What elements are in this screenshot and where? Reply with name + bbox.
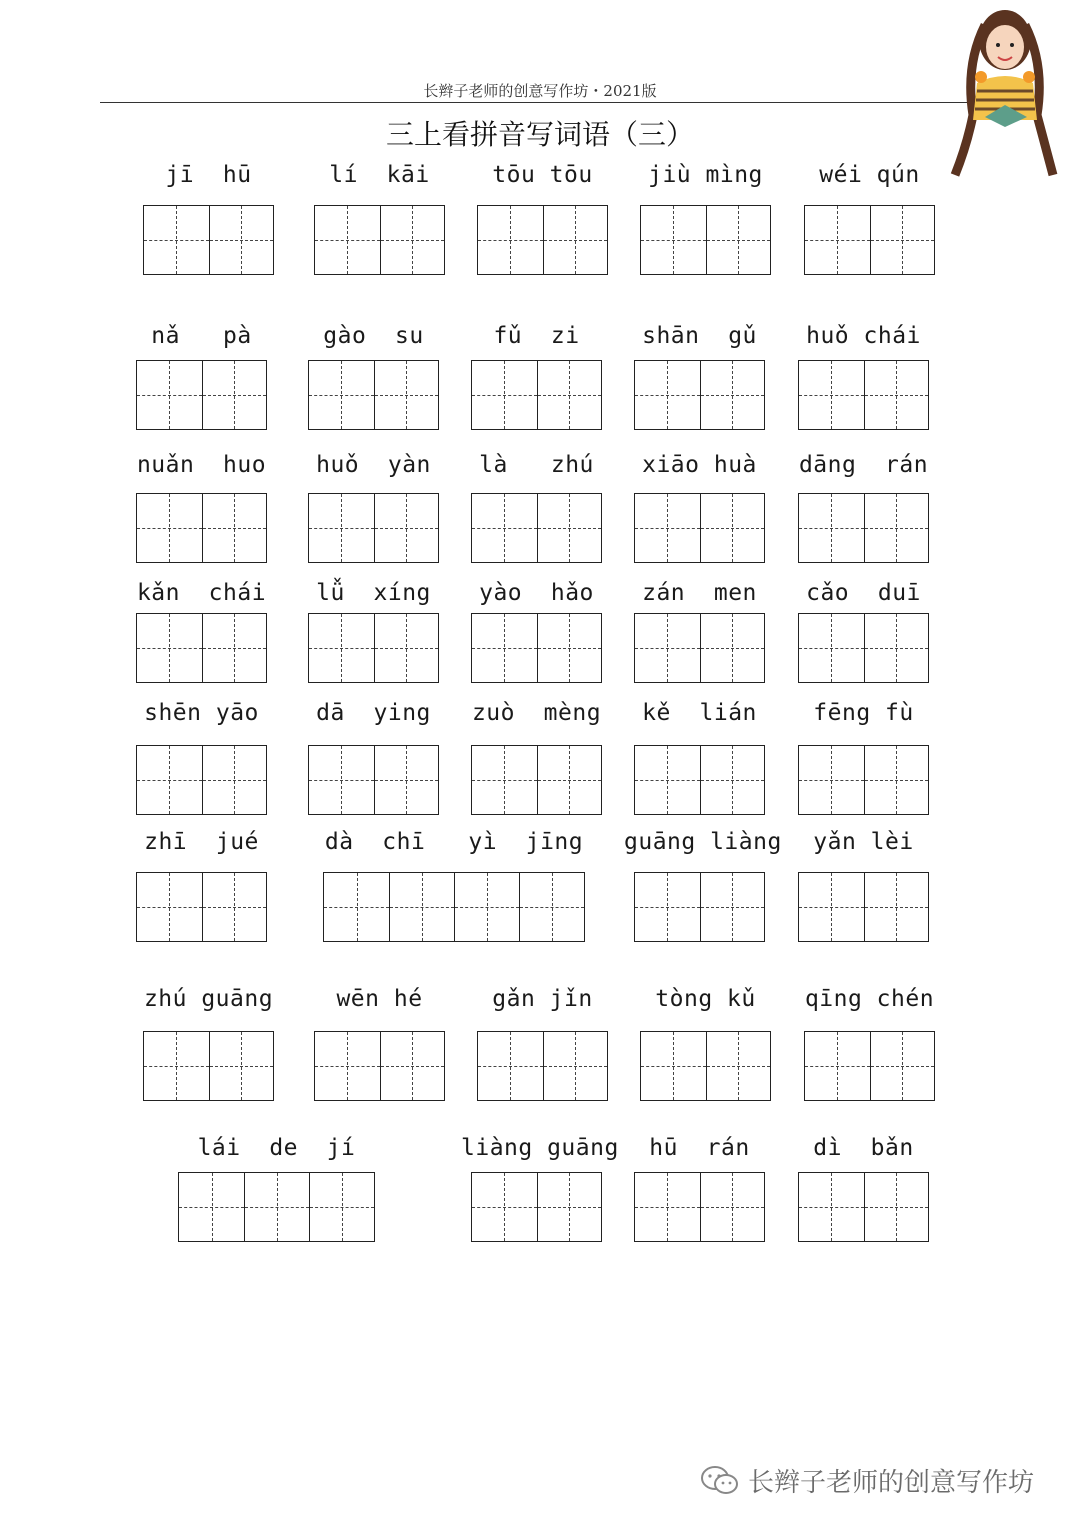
- pinyin-label: dāng rán: [798, 452, 929, 478]
- pinyin-label: tōu tōu: [492, 162, 593, 188]
- tianzige-grid: [798, 1172, 929, 1242]
- writing-cell[interactable]: [870, 206, 935, 274]
- writing-cell[interactable]: [137, 494, 202, 562]
- writing-cell[interactable]: [472, 746, 537, 814]
- pinyin-label: kě lián: [642, 700, 757, 726]
- writing-cell[interactable]: [635, 1173, 700, 1241]
- writing-cell[interactable]: [635, 614, 700, 682]
- writing-cell[interactable]: [537, 1173, 602, 1241]
- pinyin-label: dā ying: [316, 700, 431, 726]
- writing-cell[interactable]: [209, 206, 274, 274]
- writing-cell[interactable]: [543, 206, 608, 274]
- pinyin-label: qīng chén: [804, 986, 935, 1012]
- pinyin-label: fēng fù: [813, 700, 914, 726]
- writing-cell[interactable]: [309, 361, 374, 429]
- tianzige-grid: [136, 493, 267, 563]
- tianzige-grid: [634, 1172, 765, 1242]
- writing-cell[interactable]: [799, 873, 864, 941]
- writing-cell[interactable]: [870, 1032, 935, 1100]
- writing-cell[interactable]: [706, 1032, 771, 1100]
- tianzige-grid: [634, 872, 765, 942]
- writing-cell[interactable]: [137, 614, 202, 682]
- tianzige-grid: [798, 613, 929, 683]
- pinyin-label: shān gǔ: [642, 323, 757, 349]
- writing-cell[interactable]: [700, 494, 765, 562]
- pinyin-label: xiāo huà: [642, 452, 757, 478]
- writing-cell[interactable]: [641, 206, 706, 274]
- pinyin-label: huǒ yàn: [316, 452, 431, 478]
- writing-cell[interactable]: [700, 1173, 765, 1241]
- writing-cell[interactable]: [700, 361, 765, 429]
- tianzige-grid: [308, 493, 439, 563]
- pinyin-label: dà chī yì jīng: [324, 829, 584, 855]
- tianzige-grid: [136, 613, 267, 683]
- writing-cell[interactable]: [864, 361, 929, 429]
- tianzige-grid: [136, 745, 267, 815]
- tianzige-grid: [798, 872, 929, 942]
- pinyin-label: gǎn jǐn: [492, 986, 593, 1012]
- writing-cell[interactable]: [315, 1032, 380, 1100]
- tianzige-grid: [640, 205, 771, 275]
- pinyin-label: wēn hé: [336, 986, 423, 1012]
- tianzige-grid: [804, 1031, 935, 1101]
- writing-cell[interactable]: [309, 746, 374, 814]
- pinyin-label: zhú guāng: [143, 986, 274, 1012]
- pinyin-label: hū rán: [649, 1135, 750, 1161]
- writing-cell[interactable]: [137, 361, 202, 429]
- tianzige-grid: [634, 360, 765, 430]
- pinyin-label: zhī jué: [144, 829, 259, 855]
- writing-cell[interactable]: [805, 1032, 870, 1100]
- writing-cell[interactable]: [799, 1173, 864, 1241]
- pinyin-label: yào hǎo: [479, 580, 594, 606]
- writing-cell[interactable]: [478, 1032, 543, 1100]
- writing-cell[interactable]: [537, 494, 602, 562]
- writing-cell[interactable]: [309, 1173, 374, 1241]
- tianzige-grid: [471, 360, 602, 430]
- writing-cell[interactable]: [144, 1032, 209, 1100]
- pinyin-label: liàng guāng: [461, 1135, 619, 1161]
- writing-cell[interactable]: [635, 361, 700, 429]
- writing-cell[interactable]: [864, 1173, 929, 1241]
- writing-cell[interactable]: [472, 361, 537, 429]
- pinyin-label: là zhú: [479, 452, 594, 478]
- writing-cell[interactable]: [202, 614, 267, 682]
- writing-cell[interactable]: [537, 614, 602, 682]
- writing-cell[interactable]: [472, 614, 537, 682]
- writing-cell[interactable]: [374, 746, 439, 814]
- writing-cell[interactable]: [209, 1032, 274, 1100]
- wechat-icon: [700, 1465, 740, 1497]
- writing-cell[interactable]: [315, 206, 380, 274]
- writing-cell[interactable]: [374, 361, 439, 429]
- pinyin-label: lí kāi: [329, 162, 430, 188]
- writing-cell[interactable]: [641, 1032, 706, 1100]
- page-header: 长辫子老师的创意写作坊・2021版: [423, 82, 657, 100]
- writing-cell[interactable]: [700, 746, 765, 814]
- girl-illustration: [945, 5, 1060, 185]
- writing-cell[interactable]: [202, 494, 267, 562]
- writing-cell[interactable]: [864, 614, 929, 682]
- writing-cell[interactable]: [380, 1032, 445, 1100]
- writing-cell[interactable]: [389, 873, 454, 941]
- writing-cell[interactable]: [202, 746, 267, 814]
- tianzige-grid: [798, 493, 929, 563]
- pinyin-label: gào su: [323, 323, 424, 349]
- tianzige-grid: [798, 360, 929, 430]
- tianzige-grid: [634, 745, 765, 815]
- writing-cell[interactable]: [179, 1173, 244, 1241]
- tianzige-grid: [634, 613, 765, 683]
- tianzige-grid: [136, 360, 267, 430]
- pinyin-label: dì bǎn: [813, 1135, 914, 1161]
- writing-cell[interactable]: [864, 873, 929, 941]
- header-rule: [100, 102, 970, 103]
- writing-cell[interactable]: [635, 746, 700, 814]
- writing-cell[interactable]: [519, 873, 584, 941]
- pinyin-label: tòng kǔ: [655, 986, 756, 1012]
- tianzige-grid: [798, 745, 929, 815]
- writing-cell[interactable]: [799, 494, 864, 562]
- pinyin-label: nǎ pà: [151, 323, 252, 349]
- worksheet-title: 三上看拼音写词语（三）: [385, 118, 694, 151]
- tianzige-grid: [477, 1031, 608, 1101]
- writing-cell[interactable]: [700, 873, 765, 941]
- writing-cell[interactable]: [309, 494, 374, 562]
- tianzige-grid: [804, 205, 935, 275]
- tianzige-grid: [178, 1172, 375, 1242]
- tianzige-grid: [308, 613, 439, 683]
- tianzige-grid: [143, 1031, 274, 1101]
- tianzige-grid: [308, 360, 439, 430]
- writing-cell[interactable]: [799, 614, 864, 682]
- writing-cell[interactable]: [454, 873, 519, 941]
- pinyin-label: wéi qún: [819, 162, 920, 188]
- tianzige-grid: [308, 745, 439, 815]
- writing-cell[interactable]: [202, 361, 267, 429]
- writing-cell[interactable]: [537, 361, 602, 429]
- writing-cell[interactable]: [700, 614, 765, 682]
- tianzige-grid: [471, 493, 602, 563]
- writing-cell[interactable]: [324, 873, 389, 941]
- pinyin-label: cǎo duī: [806, 580, 921, 606]
- writing-cell[interactable]: [799, 361, 864, 429]
- writing-cell[interactable]: [864, 746, 929, 814]
- writing-cell[interactable]: [374, 494, 439, 562]
- writing-cell[interactable]: [472, 1173, 537, 1241]
- pinyin-label: zán men: [642, 580, 757, 606]
- tianzige-grid: [471, 1172, 602, 1242]
- writing-cell[interactable]: [864, 494, 929, 562]
- tianzige-grid: [477, 205, 608, 275]
- tianzige-grid: [471, 745, 602, 815]
- pinyin-label: kǎn chái: [136, 580, 267, 606]
- pinyin-label: zuò mèng: [471, 700, 602, 726]
- pinyin-label: huǒ chái: [806, 323, 921, 349]
- writing-cell[interactable]: [137, 746, 202, 814]
- pinyin-label: nuǎn huo: [136, 452, 267, 478]
- writing-cell[interactable]: [309, 614, 374, 682]
- pinyin-label: shēn yāo: [144, 700, 259, 726]
- tianzige-grid: [314, 205, 445, 275]
- writing-cell[interactable]: [202, 873, 267, 941]
- writing-cell[interactable]: [374, 614, 439, 682]
- writing-cell[interactable]: [805, 206, 870, 274]
- writing-cell[interactable]: [144, 206, 209, 274]
- pinyin-label: fǔ zi: [493, 323, 580, 349]
- pinyin-label: guāng liàng: [624, 829, 782, 855]
- writing-cell[interactable]: [244, 1173, 309, 1241]
- writing-cell[interactable]: [706, 206, 771, 274]
- tianzige-grid: [136, 872, 267, 942]
- tianzige-grid: [634, 493, 765, 563]
- pinyin-label: yǎn lèi: [813, 829, 914, 855]
- writing-cell[interactable]: [137, 873, 202, 941]
- tianzige-grid: [471, 613, 602, 683]
- pinyin-label: jiù mìng: [648, 162, 763, 188]
- watermark: [700, 1462, 1034, 1499]
- pinyin-label: jī hū: [165, 162, 252, 188]
- pinyin-label: lái de jí: [197, 1135, 356, 1161]
- writing-cell[interactable]: [635, 494, 700, 562]
- writing-cell[interactable]: [799, 746, 864, 814]
- writing-cell[interactable]: [537, 746, 602, 814]
- writing-cell[interactable]: [635, 873, 700, 941]
- tianzige-grid: [640, 1031, 771, 1101]
- writing-cell[interactable]: [543, 1032, 608, 1100]
- tianzige-grid: [314, 1031, 445, 1101]
- writing-cell[interactable]: [478, 206, 543, 274]
- pinyin-label: lǚ xíng: [316, 580, 431, 606]
- writing-cell[interactable]: [380, 206, 445, 274]
- tianzige-grid: [323, 872, 585, 942]
- writing-cell[interactable]: [472, 494, 537, 562]
- watermark-text: 长辫子老师的创意写作坊: [748, 1468, 1035, 1498]
- tianzige-grid: [143, 205, 274, 275]
